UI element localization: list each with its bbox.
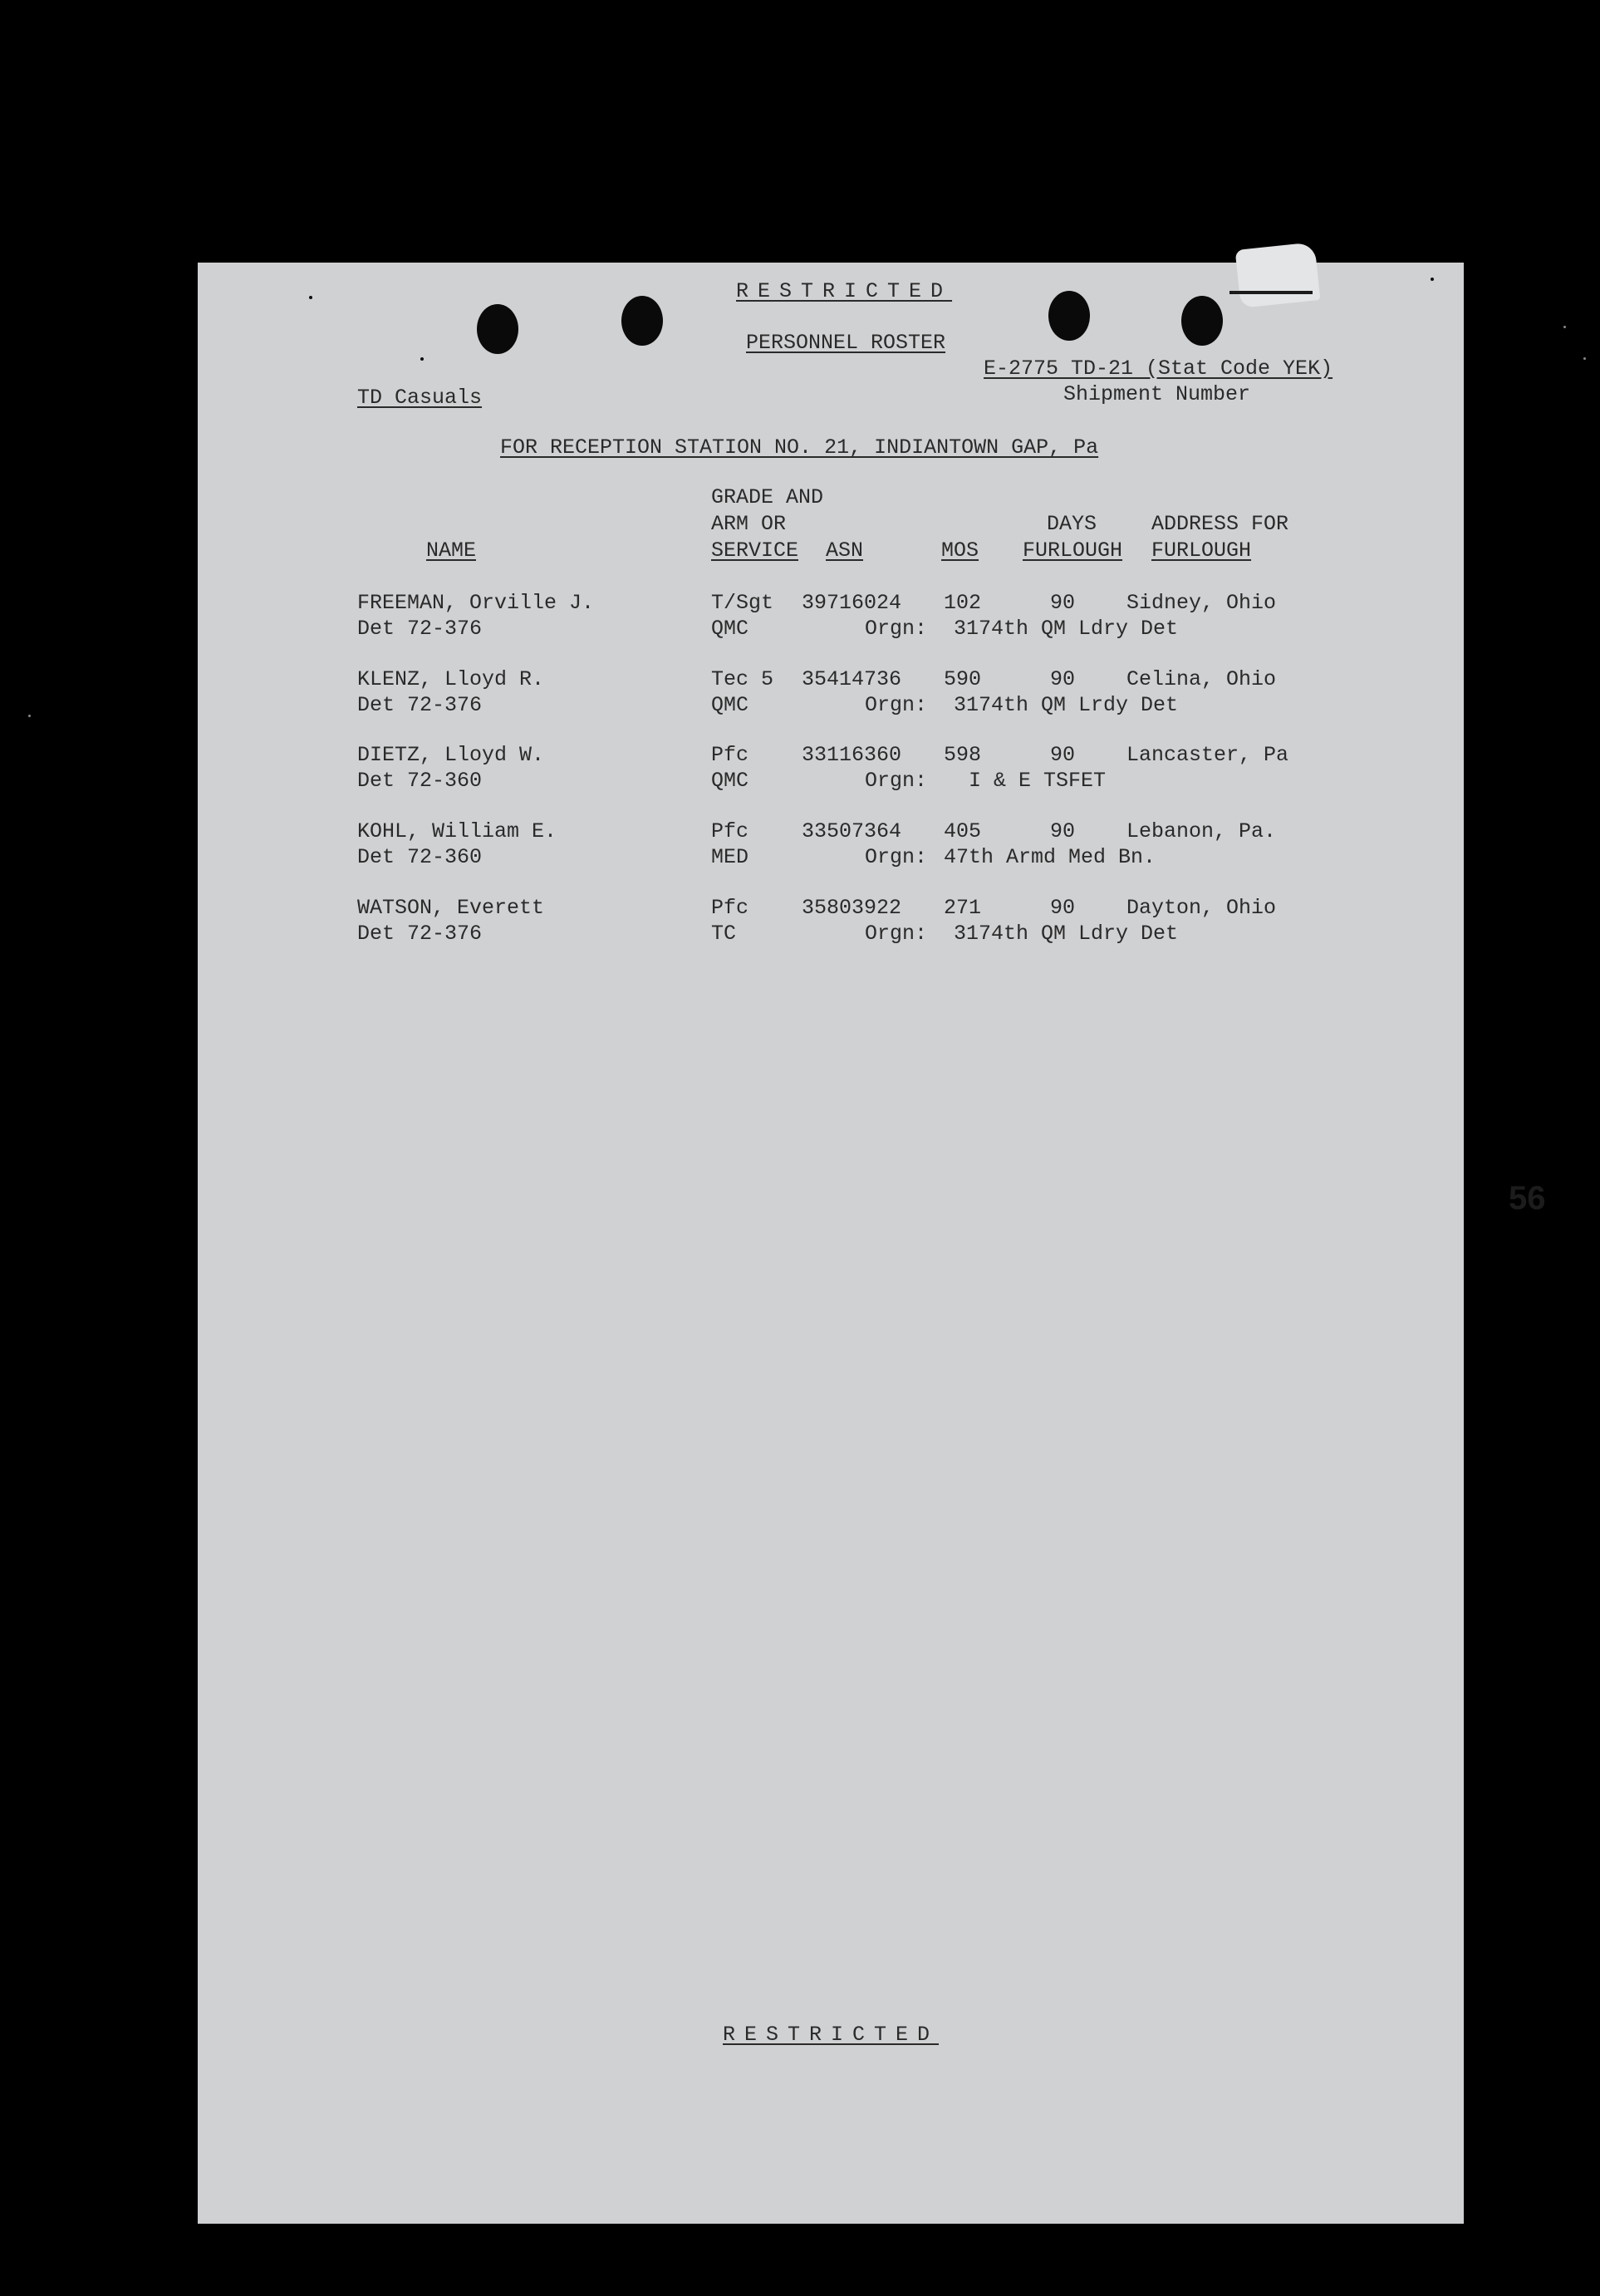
roster-entry	[198, 591, 1464, 642]
punch-hole	[1181, 296, 1223, 346]
speck	[1431, 278, 1434, 281]
mos: 405	[944, 819, 982, 843]
grade: T/Sgt	[711, 591, 774, 615]
page-number: 56	[1509, 1180, 1546, 1217]
asn: 33507364	[802, 819, 902, 843]
service: QMC	[711, 693, 749, 717]
column-header-grade-line2: ARM OR	[711, 512, 787, 536]
column-header-days-line2: FURLOUGH	[1023, 538, 1123, 563]
roster-entry	[198, 667, 1464, 719]
asn: 33116360	[802, 743, 902, 767]
organization: 3174th QM Ldry Det	[954, 617, 1179, 641]
furlough-days: 90	[1050, 896, 1076, 920]
roster-entry	[198, 896, 1464, 947]
orgn-label: Orgn:	[865, 693, 928, 717]
grade: Pfc	[711, 743, 749, 767]
column-header-days-line1: DAYS	[1047, 512, 1097, 536]
detachment: Det 72-360	[357, 769, 483, 793]
grade: Pfc	[711, 819, 749, 843]
furlough-address: Lebanon, Pa.	[1126, 819, 1277, 843]
roster-title: PERSONNEL ROSTER	[746, 331, 946, 355]
column-header-asn: ASN	[826, 538, 864, 563]
speck	[1583, 357, 1586, 360]
speck	[1563, 326, 1566, 328]
speck	[28, 715, 31, 717]
organization: 3174th QM Lrdy Det	[954, 693, 1179, 717]
speck	[420, 357, 424, 361]
furlough-address: Celina, Ohio	[1126, 667, 1277, 691]
punch-hole	[1048, 291, 1090, 341]
destination-line: FOR RECEPTION STATION NO. 21, INDIANTOWN GAP, Pa	[500, 435, 1099, 460]
detachment: Det 72-376	[357, 922, 483, 946]
speck	[309, 296, 312, 299]
service: MED	[711, 845, 749, 869]
punch-hole	[477, 304, 518, 354]
orgn-label: Orgn:	[865, 769, 928, 793]
soldier-name: DIETZ, Lloyd W.	[357, 743, 545, 767]
orgn-label: Orgn:	[865, 617, 928, 641]
shipment-label: Shipment Number	[1063, 382, 1251, 406]
furlough-address: Sidney, Ohio	[1126, 591, 1277, 615]
organization: 3174th QM Ldry Det	[954, 922, 1179, 946]
soldier-name: KOHL, William E.	[357, 819, 557, 843]
tape-mark	[1229, 291, 1313, 294]
group-label: TD Casuals	[357, 386, 483, 410]
organization: I & E TSFET	[969, 769, 1107, 793]
service: QMC	[711, 769, 749, 793]
orgn-label: Orgn:	[865, 845, 928, 869]
column-header-grade-line1: GRADE AND	[711, 485, 824, 509]
roster-entry	[198, 819, 1464, 871]
classification-footer: RESTRICTED	[723, 2023, 940, 2047]
furlough-address: Dayton, Ohio	[1126, 896, 1277, 920]
punch-hole	[621, 296, 663, 346]
grade: Tec 5	[711, 667, 774, 691]
furlough-address: Lancaster, Pa	[1126, 743, 1289, 767]
furlough-days: 90	[1050, 667, 1076, 691]
document-page	[198, 263, 1546, 2224]
asn: 35803922	[802, 896, 902, 920]
column-header-address-line1: ADDRESS FOR	[1151, 512, 1289, 536]
column-header-grade-line3: SERVICE	[711, 538, 799, 563]
soldier-name: WATSON, Everett	[357, 896, 545, 920]
mos: 598	[944, 743, 982, 767]
mos: 271	[944, 896, 982, 920]
organization: 47th Armd Med Bn.	[944, 845, 1156, 869]
mos: 102	[944, 591, 982, 615]
classification-header: RESTRICTED	[736, 279, 953, 303]
soldier-name: KLENZ, Lloyd R.	[357, 667, 545, 691]
furlough-days: 90	[1050, 591, 1076, 615]
mos: 590	[944, 667, 982, 691]
asn: 39716024	[802, 591, 902, 615]
torn-corner	[1235, 242, 1321, 308]
detachment: Det 72-376	[357, 617, 483, 641]
detachment: Det 72-360	[357, 845, 483, 869]
service: QMC	[711, 617, 749, 641]
orgn-label: Orgn:	[865, 922, 928, 946]
furlough-days: 90	[1050, 743, 1076, 767]
detachment: Det 72-376	[357, 693, 483, 717]
column-header-mos: MOS	[941, 538, 979, 563]
service: TC	[711, 922, 737, 946]
column-header-name: NAME	[426, 538, 477, 563]
soldier-name: FREEMAN, Orville J.	[357, 591, 595, 615]
grade: Pfc	[711, 896, 749, 920]
shipment-code: E-2775 TD-21 (Stat Code YEK)	[984, 356, 1333, 381]
furlough-days: 90	[1050, 819, 1076, 843]
column-header-address-line2: FURLOUGH	[1151, 538, 1252, 563]
asn: 35414736	[802, 667, 902, 691]
roster-entry	[198, 743, 1464, 794]
